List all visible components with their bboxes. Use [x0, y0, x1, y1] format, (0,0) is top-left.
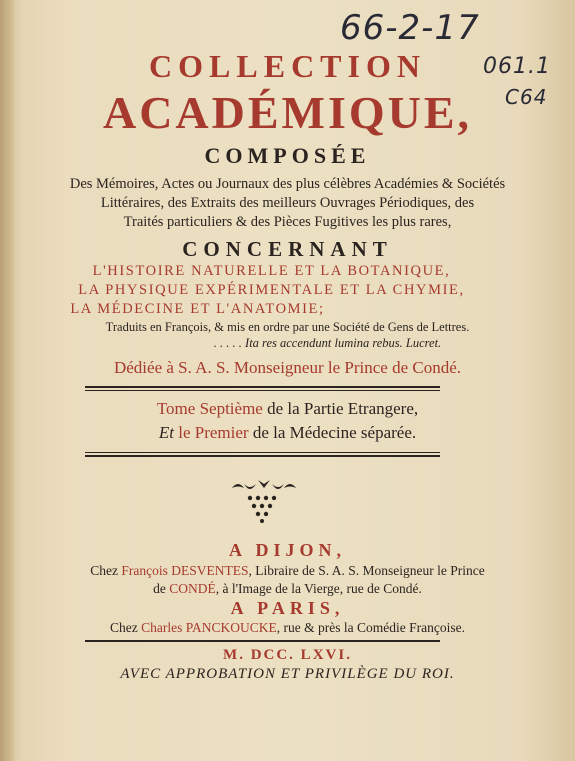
imprint-de: de — [153, 581, 170, 596]
description-line-1: Des Mémoires, Actes ou Journaux des plus célèbres Académies & Sociétés — [69, 176, 506, 192]
tome-part: de la Partie Etrangere, — [262, 399, 419, 418]
imprint-vierge: , à l'Image de la Vierge, rue de Condé. — [215, 581, 422, 596]
imprint-comedie: , rue & près la Comédie Françoise. — [276, 620, 465, 635]
rule-top — [85, 386, 440, 388]
title-academique: ACADÉMIQUE, — [102, 87, 473, 138]
imprint-chez-1: Chez — [90, 563, 122, 578]
publication-year: M. DCC. LXVI. — [223, 647, 352, 663]
handwritten-number-right: 061.1 — [483, 54, 551, 79]
city-paris: A PARIS, — [230, 598, 345, 618]
publisher-desventes: François DESVENTES — [121, 563, 249, 578]
imprint-chez-2: Chez — [110, 620, 142, 635]
publisher-panckoucke: Charles PANCKOUCKE — [141, 620, 277, 635]
rule-bottom — [85, 452, 440, 453]
tome-medecine: de la Médecine séparée. — [248, 423, 417, 442]
imprint-conde: CONDÉ — [169, 581, 216, 596]
subject-line-1: L'HISTOIRE NATURELLE ET LA BOTANIQUE, — [92, 263, 451, 279]
description-line-3: Traités particuliers & des Pièces Fugitives les plus rares, — [123, 214, 452, 230]
translation-line: Traduits en François, & mis en ordre par une Société de Gens de Lettres. — [105, 320, 470, 334]
subject-line-2: LA PHYSIQUE EXPÉRIMENTALE ET LA CHYMIE, — [78, 282, 465, 298]
concernant-heading: CONCERNANT — [182, 237, 393, 261]
imprint-line-1 — [0, 563, 575, 579]
tome-number: Tome Septième — [156, 399, 263, 418]
rule-imprint — [85, 640, 440, 642]
tome-premier: le Premier — [178, 423, 249, 442]
handwritten-code-right: C64 — [505, 85, 548, 109]
dedication: Dédiée à S. A. S. Monseigneur le Prince de Condé. — [113, 358, 461, 377]
subject-line-3: LA MÉDECINE ET L'ANATOMIE; — [70, 301, 325, 317]
description-line-2: Littéraires, des Extraits des meilleurs Ouvrages Périodiques, des — [100, 195, 475, 211]
imprint-line-2 — [0, 581, 575, 597]
title-composee: COMPOSÉE — [204, 143, 371, 168]
rule-top-2 — [85, 390, 440, 391]
fleuron-ornament-icon — [228, 476, 300, 524]
handwritten-shelfmark: 66-2-17 — [340, 8, 480, 48]
tome-et: Et — [158, 423, 179, 442]
tome-line-1 — [0, 399, 575, 419]
imprint-line-3 — [0, 620, 575, 636]
city-dijon: A DIJON, — [228, 540, 346, 560]
privilege-line: AVEC APPROBATION ET PRIVILÈGE DU ROI. — [120, 666, 455, 682]
rule-bottom-2 — [85, 455, 440, 457]
imprint-libraire: , Libraire de S. A. S. Monseigneur le Prince — [248, 563, 485, 578]
latin-quote: . . . . . Ita res accendunt lumina rebus. Lucret. — [213, 336, 442, 350]
title-collection: COLLECTION — [149, 48, 426, 84]
tome-line-2 — [0, 423, 575, 443]
